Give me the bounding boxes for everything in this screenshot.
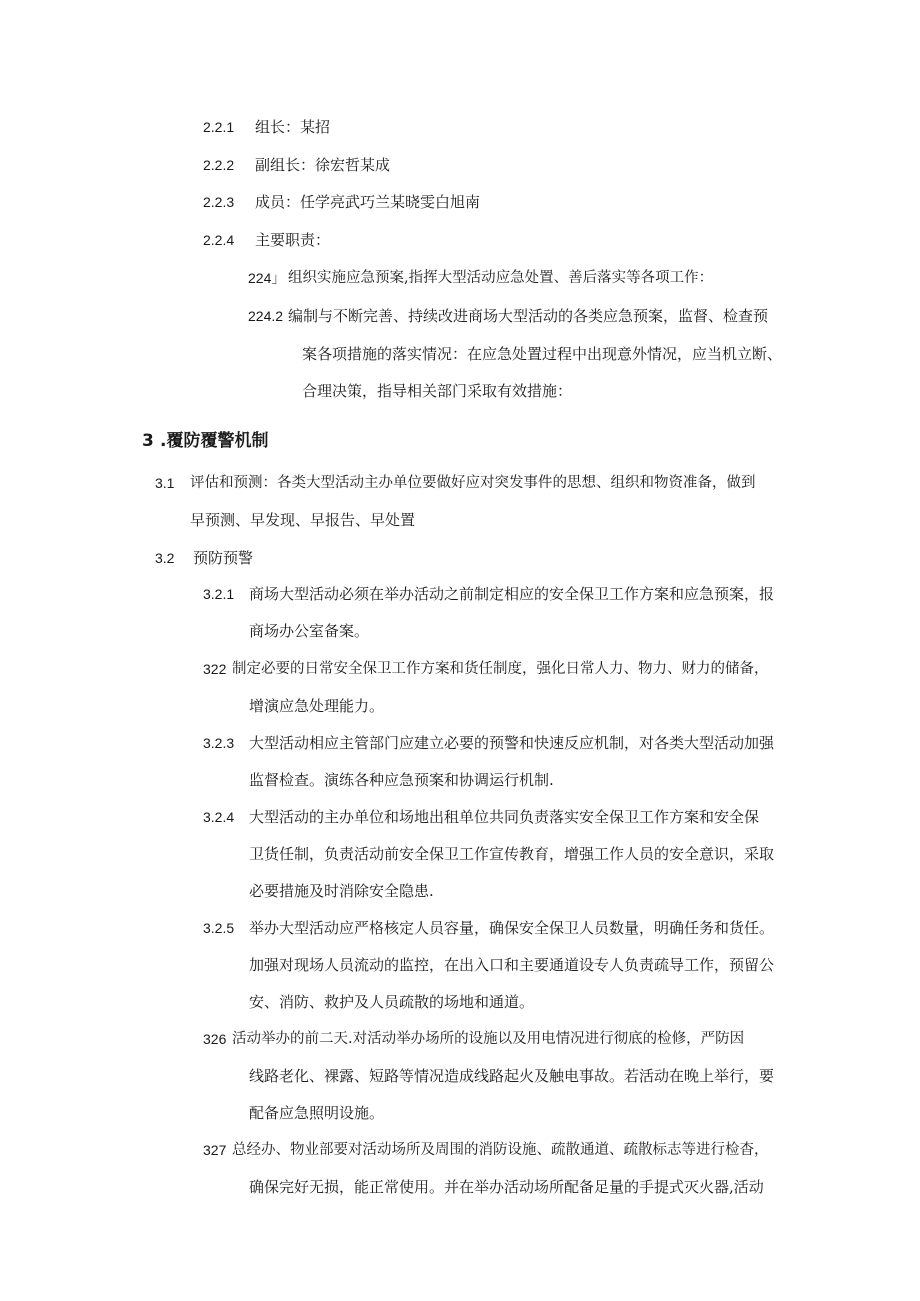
item-number: 2.2.4	[203, 232, 235, 248]
clause-text: 线路老化、裸露、短路等情况造成线路起火及触电事故。若活动在晚上举行，要	[249, 1067, 775, 1085]
item-number: 2.2.2	[203, 157, 235, 173]
clause-text: 配备应急照明设施。	[249, 1104, 385, 1122]
clause-number: 3.2.1	[203, 586, 235, 602]
clause-text: 加强对现场人员流动的监控，在出入口和主要通道设专人负责疏导工作，预留公	[249, 956, 775, 974]
clause-text: 增演应急处理能力。	[249, 697, 385, 715]
clause-number: 3.2.5	[203, 920, 235, 936]
item-number: 2.2.3	[203, 194, 235, 210]
duty-text: 合理决策，指导相关部门采取有效措施：	[302, 382, 573, 400]
item-text: 主要职责：	[255, 231, 331, 249]
clause-number: 326	[203, 1031, 227, 1047]
clause-text: 必要措施及时消除安全隐患.	[249, 882, 434, 900]
duty-text: 组织实施应急预案,指挥大型活动应急处置、善后落实等各项工作：	[288, 270, 714, 286]
clause-text: 确保完好无损，能正常使用。并在举办活动场所配备足量的手提式灭火器,活动	[249, 1178, 764, 1196]
item-text: 副组长：徐宏哲某成	[255, 156, 391, 174]
subsection-title: 预防预警	[193, 549, 254, 567]
subsection-number: 3.1	[155, 475, 175, 491]
clause-text: 大型活动相应主管部门应建立必要的预警和快速反应机制，对各类大型活动加强	[249, 734, 775, 752]
clause-text: 商场大型活动必须在举办活动之前制定相应的安全保卫工作方案和应急预案，报	[249, 585, 775, 603]
section-title: .覆防覆警机制	[160, 431, 269, 451]
clause-number: 3.2.3	[203, 735, 235, 751]
item-number: 2.2.1	[203, 119, 235, 135]
clause-text: 活动举办的前二天.对活动举办场所的设施以及用电情况进行彻底的检修，严防因	[232, 1031, 745, 1047]
clause-text: 举办大型活动应严格核定人员容量，确保安全保卫人员数量，明确任务和货任。	[249, 919, 775, 937]
item-text: 成员：任学亮武巧兰某晓雯白旭南	[255, 193, 481, 211]
duty-number: 224.2	[248, 308, 284, 324]
subsection-number: 3.2	[155, 550, 175, 566]
clause-text: 制定必要的日常安全保卫工作方案和货任制度，强化日常人力、物力、财力的储备，	[232, 661, 769, 677]
duty-text: 案各项措施的落实情况：在应急处置过程中出现意外情况，应当机立断、	[302, 345, 783, 363]
duty-text: 编制与不断完善、持续改进商场大型活动的各类应急预案，监督、检查预	[288, 307, 769, 325]
clause-text: 安、消防、救护及人员疏散的场地和通道。	[249, 993, 535, 1011]
clause-number: 3.2.4	[203, 809, 235, 825]
clause-text: 卫货任制，负责活动前安全保卫工作宣传教育，增强工作人员的安全意识，采取	[249, 845, 775, 863]
duty-number: 224」	[248, 270, 286, 286]
clause-text: 大型活动的主办单位和场地出租单位共同负责落实安全保卫工作方案和安全保	[249, 808, 760, 826]
section-number: 3	[142, 431, 154, 451]
clause-text: 总经办、物业部要对活动场所及周围的消防设施、疏散通道、疏散标志等进行检杳，	[232, 1142, 769, 1158]
clause-number: 322	[203, 661, 227, 677]
subsection-text: 评估和预测：各类大型活动主办单位要做好应对突发事件的思想、组织和物资准备，做到	[190, 475, 756, 491]
item-text: 组长：某招	[255, 118, 331, 136]
clause-text: 监督检查。演练各种应急预案和协调运行机制.	[249, 771, 554, 789]
subsection-text: 早预测、早发现、早报告、早处置	[190, 511, 416, 529]
clause-number: 327	[203, 1142, 227, 1158]
clause-text: 商场办公室备案。	[249, 622, 370, 640]
